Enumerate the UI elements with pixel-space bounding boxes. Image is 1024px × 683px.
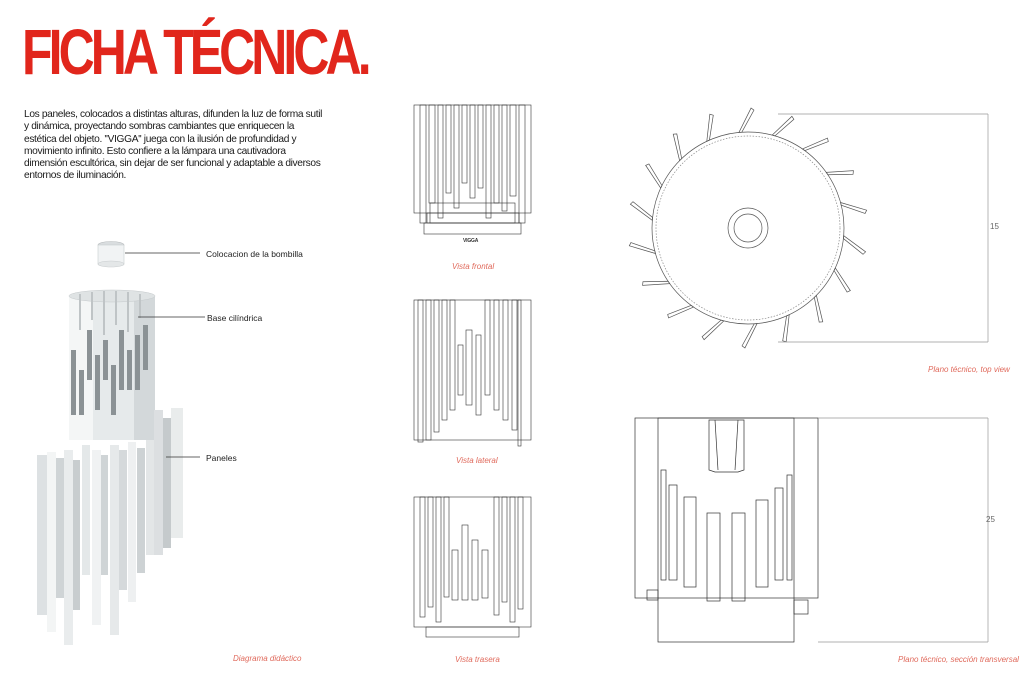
- bulb-socket-illustration: [98, 242, 124, 268]
- fin-shape: [843, 236, 865, 255]
- fin-shape: [643, 281, 670, 285]
- caption-top-view: Plano técnico, top view: [928, 365, 1010, 374]
- fin-shape: [668, 305, 694, 318]
- fin-shape: [772, 116, 794, 136]
- fin-shape: [841, 202, 867, 213]
- caption-section-view: Plano técnico, sección transversal: [898, 655, 1019, 664]
- top-view-dimension: 15: [990, 222, 999, 231]
- fin-shape: [742, 324, 757, 348]
- panels-illustration: [37, 408, 183, 645]
- caption-back-view: Vista trasera: [455, 655, 500, 664]
- fin-shape: [673, 134, 681, 161]
- fin-shape: [630, 202, 652, 221]
- fin-shape: [814, 295, 822, 322]
- fin-shape: [702, 320, 724, 340]
- caption-diagram: Diagrama didáctico: [233, 654, 302, 663]
- cylinder-base-illustration: [69, 290, 155, 440]
- section-dimension: 25: [986, 515, 995, 524]
- label-panels: Paneles: [206, 453, 237, 463]
- intro-paragraph: Los paneles, colocados a distintas alturas, difunden la luz de forma sutil y dinámica, proyectando sombras cambiantes que enriquecen la estética del objeto. ''VIGGA'' juega con la ilusión de profundidad y movimiento infinito. Esto confiere a la lámpara una cautivadora dimensión escultórica, sin dejar de ser funcional y adaptable a diversos entornos de iluminación.: [24, 109, 323, 182]
- fin-shape: [739, 108, 754, 132]
- fin-shape: [834, 268, 850, 292]
- page-title: FICHA TÉCNICA.: [22, 16, 368, 88]
- fin-shape: [707, 114, 713, 141]
- fin-shape: [826, 171, 853, 175]
- fin-shape: [783, 315, 789, 342]
- caption-side-view: Vista lateral: [456, 456, 498, 465]
- front-view-logo: VIGGA: [463, 238, 479, 244]
- fin-shape: [646, 164, 662, 188]
- caption-front-view: Vista frontal: [452, 262, 495, 271]
- label-bulb-placement: Colocacion de la bombilla: [206, 249, 303, 259]
- fin-shape: [802, 138, 828, 151]
- fin-shape: [629, 243, 655, 254]
- label-cylindrical-base: Base cilíndrica: [207, 313, 263, 323]
